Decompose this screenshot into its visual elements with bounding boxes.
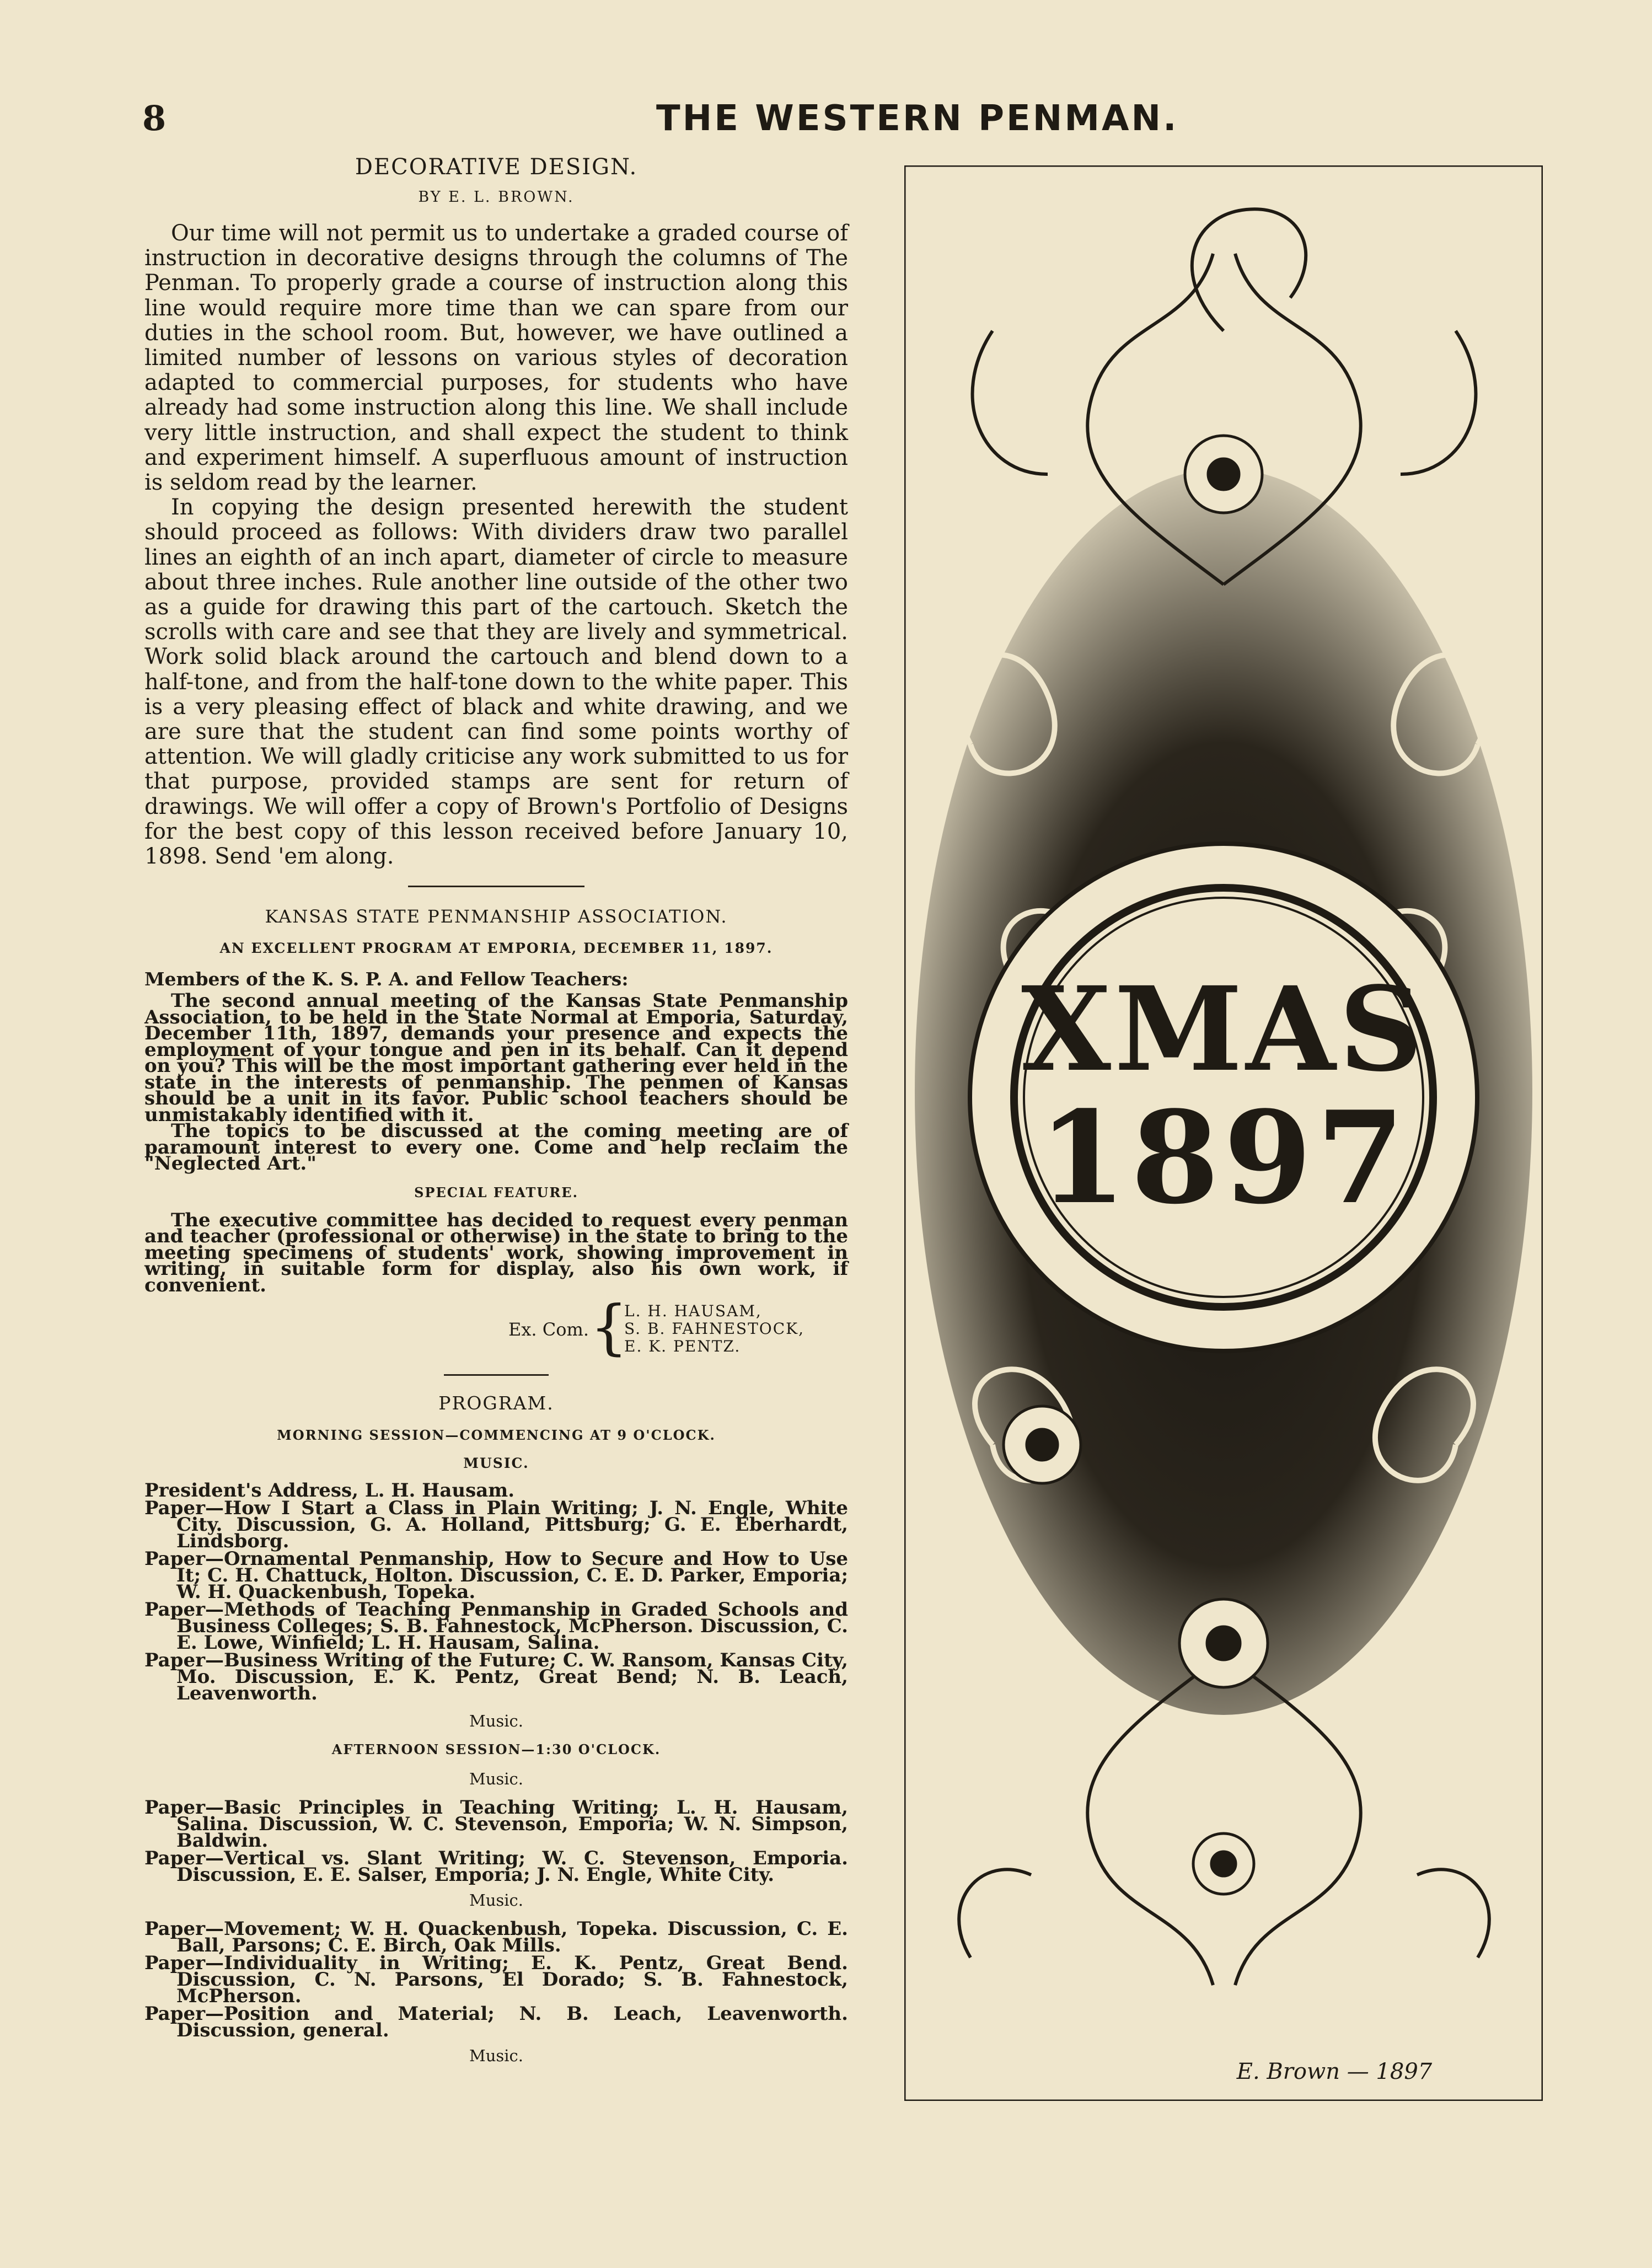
article-paragraph: In copying the design presented herewith the student should proceed as follows: With dividers draw two parallel lines an eighth of an inch apart, diameter of circle to measure about three inches. Rule another line outside of the other two as a guide for drawing this part of the cartouch. Sketch the scrolls with care and see that they are lively and symmetrical. Work solid black around the cartouch and blend down to a half-tone, and from the half-tone down to the white paper. This is a very pleasing effect of black and white drawing, and we are sure that the student can find some points worthy of attention. We will gladly criticise any work submitted to us for that purpose, provided stamps are sent for return of drawings. We will offer a copy of Brown's Portfolio of Designs for the best copy of this lesson received before January 10, 1898. Send 'em along.: [144, 495, 848, 870]
brace-glyph: {: [590, 1293, 628, 1363]
music-label: Music.: [469, 1891, 523, 1910]
program-item: Paper—How I Start a Class in Plain Writing; J. N. Engle, White City. Discussion, G. A. Holland, Pittsburg; G. E. Eberhardt, Lindsborg.: [144, 1497, 848, 1553]
xmas-1897-illustration: [904, 165, 1543, 2101]
xmas-lettering: XMAS: [1021, 961, 1426, 1097]
music-label: Music.: [469, 2046, 523, 2066]
masthead-title: THE WESTERN PENMAN.: [656, 98, 1179, 139]
committee-names: [624, 1302, 804, 1355]
association-paragraph: The second annual meeting of the Kansas State Penmanship Association, to be held in the State Normal at Emporia, Saturday, December 11th, 1897, demands your presence and expects the employment of your tongue and pen in its behalf. Can it depend on you? This will be the most important gathering ever held in the state in the interests of penmanship. The penmen of Kansas should be a unit in its favor. Public school teachers should be unmistakably identified with it.: [144, 990, 848, 1126]
association-title: KANSAS STATE PENMANSHIP ASSOCIATION.: [265, 906, 728, 927]
committee-signature: [144, 1293, 848, 1363]
program-item: Paper—Individuality in Writing; E. K. Pentz, Great Bend. Discussion, C. N. Parsons, El Dorado; S. B. Fahnestock, McPherson.: [144, 1952, 848, 2008]
section-divider: [408, 886, 584, 887]
program-item: Paper—Ornamental Penmanship, How to Secure and How to Use It; C. H. Chattuck, Holton. Discussion, C. E. D. Parker, Emporia; W. H. Quackenbush, Topeka.: [144, 1548, 848, 1604]
association-subtitle: AN EXCELLENT PROGRAM AT EMPORIA, DECEMBER 11, 1897.: [219, 940, 773, 957]
program-item: Paper—Business Writing of the Future; C. W. Ransom, Kansas City, Mo. Discussion, E. K. Pentz, Great Bend; N. B. Leach, Leavenworth.: [144, 1649, 848, 1705]
special-feature-text: The executive committee has decided to request every penman and teacher (professional or otherwise) in the state to bring to the meeting specimens of students' work, showing improvement in writing, in suitable form for display, also his own work, if convenient.: [144, 1209, 848, 1296]
section-divider: [444, 1374, 549, 1376]
afternoon-session-heading: AFTERNOON SESSION—1:30 O'CLOCK.: [331, 1741, 661, 1758]
music-label: Music.: [469, 1770, 523, 1789]
committee-member: S. B. FAHNESTOCK,: [624, 1320, 804, 1338]
text-column: [144, 149, 848, 2076]
article-byline: BY E. L. BROWN.: [418, 189, 575, 206]
program-item: Paper—Vertical vs. Slant Writing; W. C. Stevenson, Emporia. Discussion, E. E. Salser, Emporia; J. N. Engle, White City.: [144, 1847, 848, 1886]
program-item: Paper—Movement; W. H. Quackenbush, Topeka. Discussion, C. E. Ball, Parsons; C. E. Birch, Oak Mills.: [144, 1918, 848, 1957]
program-item: Paper—Position and Material; N. B. Leach, Leavenworth. Discussion, general.: [144, 2003, 848, 2042]
music-label: Music.: [469, 1712, 523, 1731]
music-label: MUSIC.: [463, 1455, 529, 1472]
association-greeting: Members of the K. S. P. A. and Fellow Teachers:: [144, 968, 629, 990]
artist-signature: E. Brown — 1897: [1236, 2059, 1433, 2084]
year-lettering: 1897: [1038, 1084, 1409, 1232]
committee-label: Ex. Com.: [508, 1319, 589, 1341]
association-paragraph: The topics to be discussed at the coming meeting are of paramount interest to every one. Come and help reclaim the "Neglected Art.": [144, 1120, 848, 1175]
article-title: DECORATIVE DESIGN.: [355, 154, 638, 180]
special-feature-heading: SPECIAL FEATURE.: [414, 1184, 578, 1200]
page-number: 8: [142, 98, 167, 138]
committee-member: E. K. PENTZ.: [624, 1337, 741, 1356]
program-item: Paper—Methods of Teaching Penmanship in Graded Schools and Business Colleges; S. B. Fahnestock, McPherson. Discussion, C. E. Lowe, Winfield; L. H. Hausam, Salina.: [144, 1599, 848, 1654]
committee-member: L. H. HAUSAM,: [624, 1302, 762, 1321]
program-title: PROGRAM.: [438, 1392, 554, 1414]
program-item: President's Address, L. H. Hausam.: [144, 1479, 515, 1502]
article-paragraph: Our time will not permit us to undertake a graded course of instruction in decorative designs through the columns of The Penman. To properly grade a course of instruction along this line would require more time than we can spare from our duties in the school room. But, however, we have outlined a limited number of lessons on various styles of decoration adapted to commercial purposes, for students who have already had some instruction along this line. We shall include very little instruction, and shall expect the student to think and experiment himself. A superfluous amount of instruction is seldom read by the learner.: [144, 221, 848, 496]
program-item: Paper—Basic Principles in Teaching Writing; L. H. Hausam, Salina. Discussion, W. C. Stevenson, Emporia; W. N. Simpson, Baldwin.: [144, 1797, 848, 1852]
morning-session-heading: MORNING SESSION—COMMENCING AT 9 O'CLOCK.: [277, 1427, 716, 1444]
